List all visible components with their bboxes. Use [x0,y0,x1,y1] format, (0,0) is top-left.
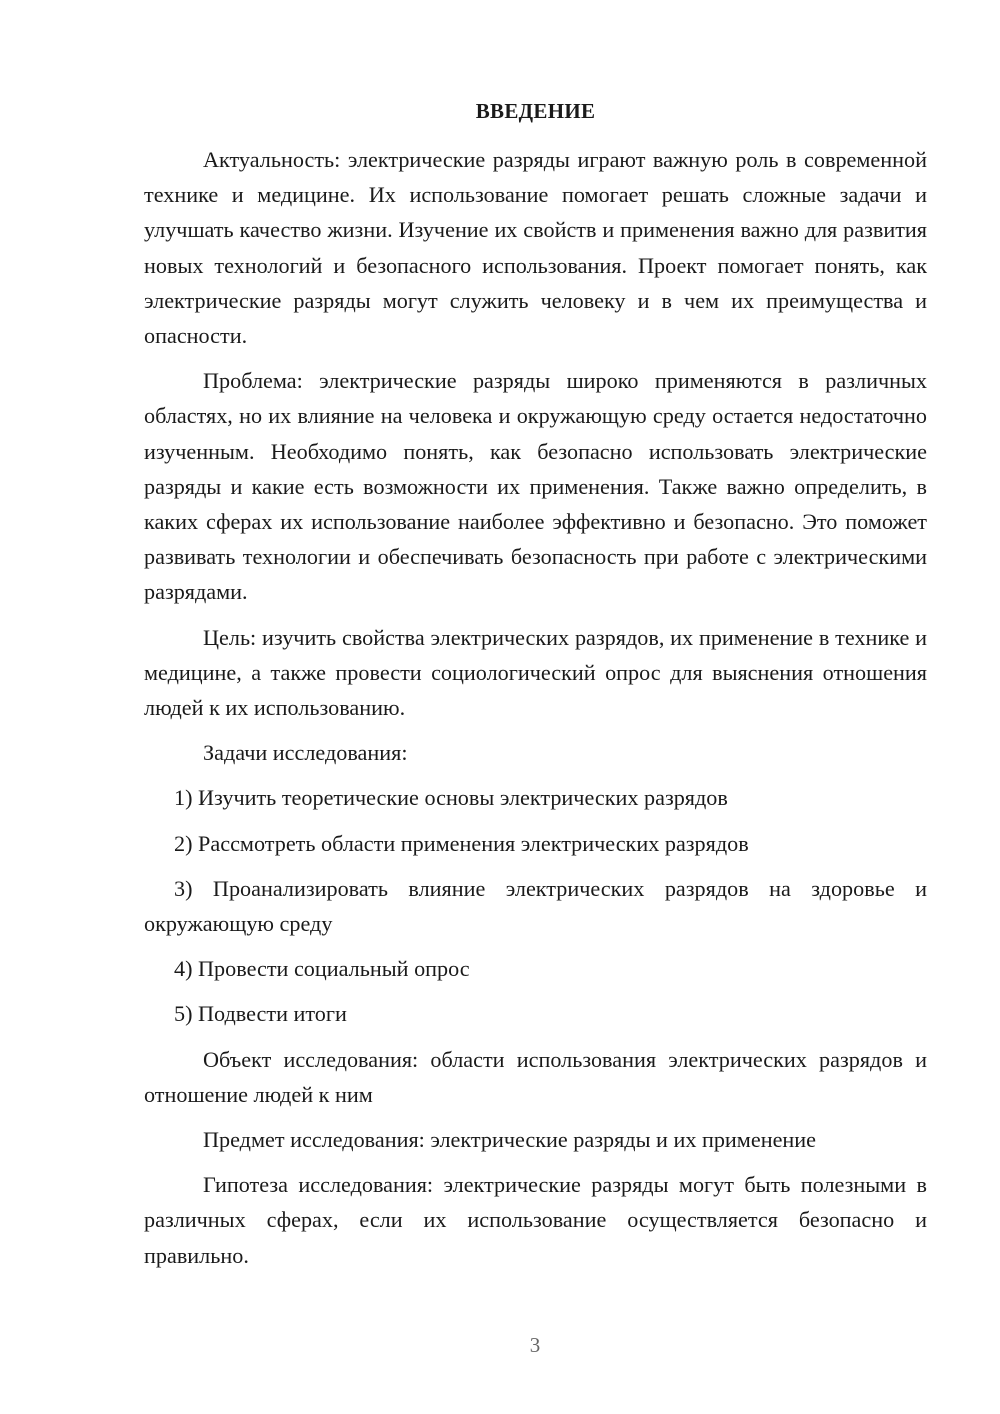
page-content [144,94,927,1283]
tasks-heading: Задачи исследования: [203,740,408,766]
task-item-1: 1) Изучить теоретические основы электрических разрядов [174,785,728,811]
task-item-5: 5) Подвести итоги [174,1001,347,1027]
problem-paragraph: Проблема: электрические разряды широко применяются в различных областях, но их влияние на человека и окружающую среду остается недостаточно изученным. Необходимо понять, как безопасно использовать электрические разряды и какие есть возможности их применения. Также важно определить, в каких сферах их использование наиболее эффективно и безопасно. Это поможет развивать технологии и обеспечивать безопасность при работе с электрическими разрядами. [144,368,927,605]
task-item-2: 2) Рассмотреть области применения электрических разрядов [174,830,749,856]
goal-paragraph: Цель: изучить свойства электрических разрядов, их применение в технике и медицине, а также провести социологический опрос для выяснения отношения людей к их использованию. [144,624,927,721]
page-title: ВВЕДЕНИЕ [475,99,596,123]
page-number: 3 [529,1333,541,1357]
hypothesis-paragraph: Гипотеза исследования: электрические разряды могут быть полезными в различных сферах, если их использование осуществляется безопасно и правильно. [144,1172,927,1268]
subject-paragraph: Предмет исследования: электрические разряды и их применение [203,1127,817,1153]
task-item-4: 4) Провести социальный опрос [174,956,470,982]
relevance-paragraph: Актуальность: электрические разряды играют важную роль в современной технике и медицине. Их использование помогает решать сложные задачи и улучшать качество жизни. Изучение их свойств и применения важно для развития новых технологий и безопасного использования. Проект помогает понять, как электрические разряды могут служить человеку и в чем их преимущества и опасности. [144,147,927,349]
task-item-3: 3) Проанализировать влияние электрических разрядов на здоровье и окружающую среду [144,875,927,937]
object-paragraph: Объект исследования: области использования электрических разрядов и отношение людей к ним [144,1046,927,1107]
